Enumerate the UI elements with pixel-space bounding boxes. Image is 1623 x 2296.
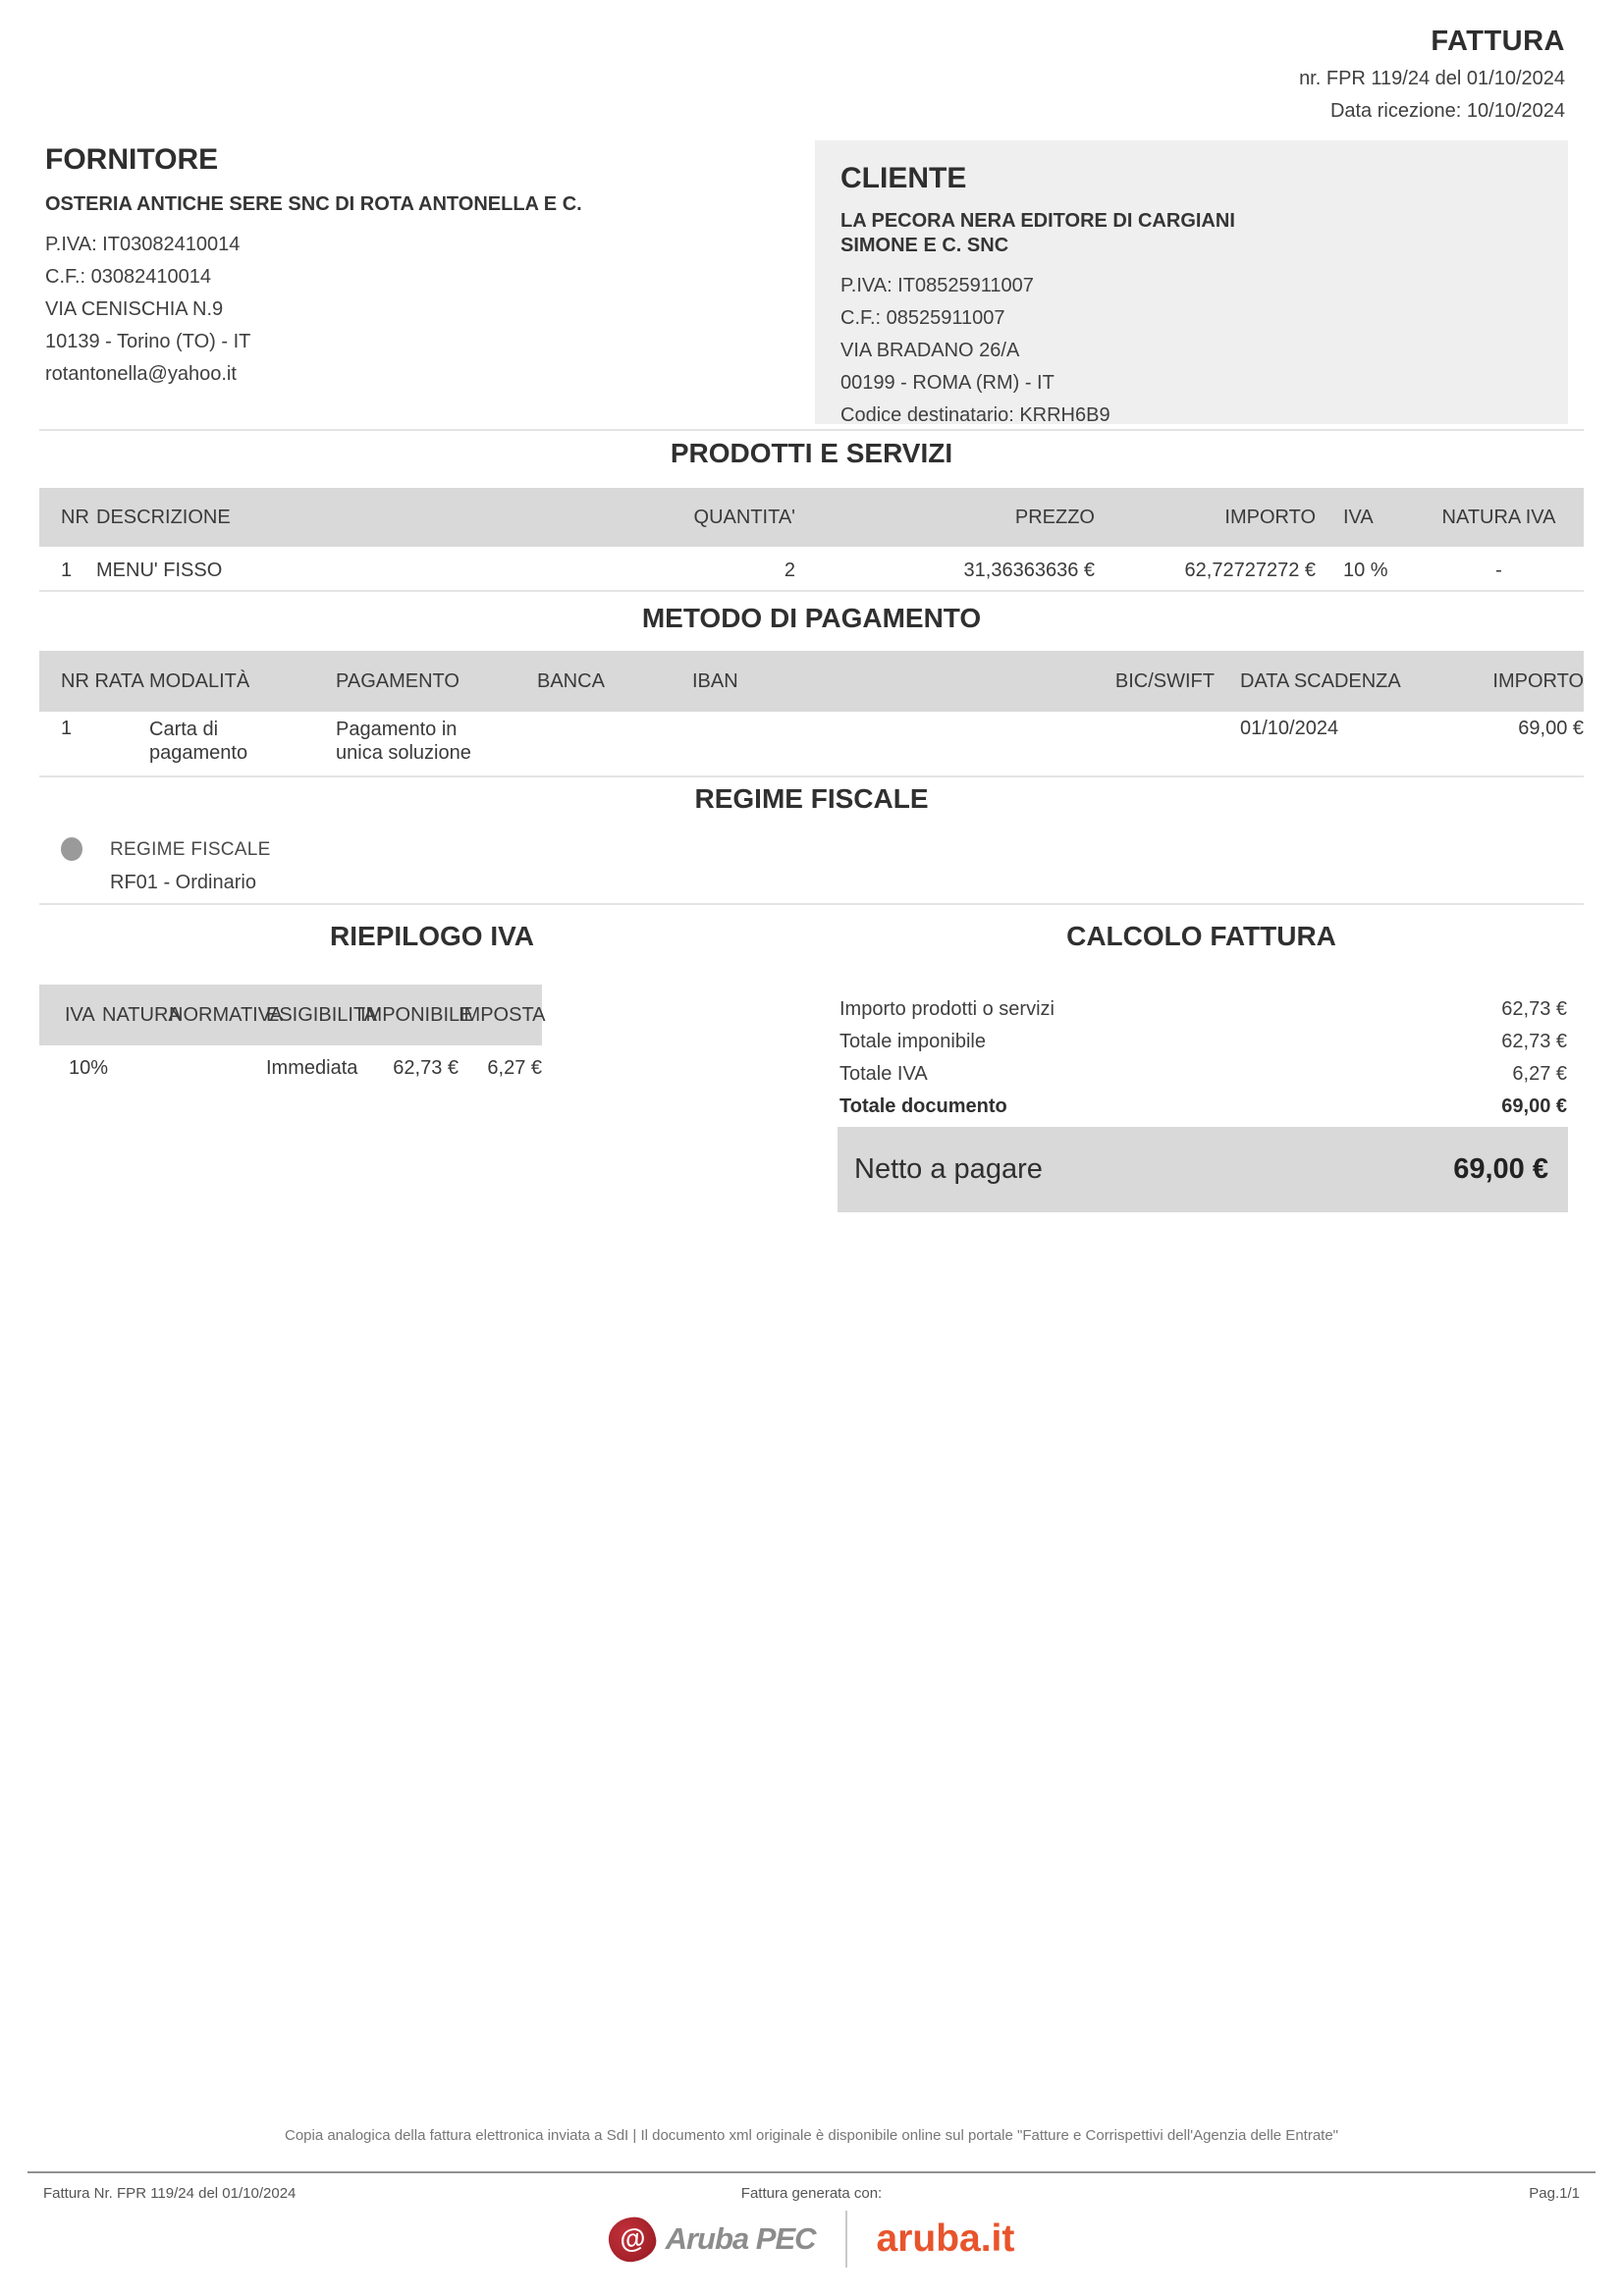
footer-page-number: Pag.1/1 <box>1529 2185 1580 2202</box>
products-heading: PRODOTTI E SERVIZI <box>670 438 953 468</box>
divider <box>39 590 1584 592</box>
col-imposta: IMPOSTA <box>459 1003 546 1026</box>
supplier-address: VIA CENISCHIA N.9 <box>45 298 224 320</box>
col-iva: IVA <box>1343 506 1374 528</box>
col-normativa: NORMATIVA <box>169 1003 283 1026</box>
col-natura-iva: NATURA IVA <box>1441 506 1556 528</box>
supplier-name: OSTERIA ANTICHE SERE SNC DI ROTA ANTONELLA E C. <box>45 193 582 215</box>
col-iban: IBAN <box>692 669 738 692</box>
fiscal-regime-value: RF01 - Ordinario <box>110 872 256 893</box>
product-amount: 62,72727272 € <box>1184 559 1316 581</box>
col-nr-rata: NR RATA <box>61 669 144 692</box>
calc-row-products <box>839 993 1567 1026</box>
customer-details <box>840 270 1568 432</box>
payment-pagamento: Pagamento in unica soluzione <box>336 719 471 764</box>
col-pagamento: PAGAMENTO <box>336 669 460 692</box>
payment-modalita: Carta di pagamento <box>149 719 248 764</box>
divider <box>39 429 1584 431</box>
product-vat-nature: - <box>1495 559 1502 581</box>
vat-summary-heading: RIEPILOGO IVA <box>330 921 534 951</box>
product-nr: 1 <box>61 559 73 581</box>
reception-date-line: Data ricezione: 10/10/2024 <box>1329 100 1565 122</box>
aruba-pec-logo <box>609 2217 816 2262</box>
document-header <box>1299 26 1565 123</box>
payment-nr-rata: 1 <box>61 718 73 739</box>
net-to-pay-label: Netto a pagare <box>854 1153 1043 1185</box>
supplier-section <box>45 143 791 391</box>
customer-city: 00199 - ROMA (RM) - IT <box>840 372 1055 394</box>
payment-table-row <box>39 718 1584 765</box>
payment-amount: 69,00 € <box>1518 718 1584 739</box>
calc-row-total <box>839 1091 1567 1123</box>
col-banca: BANCA <box>537 669 605 692</box>
customer-piva: P.IVA: IT08525911007 <box>840 275 1034 296</box>
supplier-city: 10139 - Torino (TO) - IT <box>45 331 251 352</box>
calc-label: Totale documento <box>839 1095 1007 1117</box>
footer-logos <box>0 2211 1623 2268</box>
logo-divider <box>845 2211 847 2268</box>
wax-seal-at-icon: @ <box>606 2214 659 2264</box>
col-importo: IMPORTO <box>1224 506 1316 528</box>
col-quantita: QUANTITA' <box>693 506 795 528</box>
calc-label: Importo prodotti o servizi <box>839 998 1055 1020</box>
products-table-header <box>39 488 1584 547</box>
col-modalita: MODALITÀ <box>149 669 250 692</box>
col-iva-rate: IVA <box>65 1003 95 1026</box>
payment-table-header <box>39 651 1584 712</box>
customer-cf: C.F.: 08525911007 <box>840 307 1005 329</box>
col-bic-swift: BIC/SWIFT <box>1114 669 1215 692</box>
supplier-email: rotantonella@yahoo.it <box>45 363 237 385</box>
customer-name: LA PECORA NERA EDITORE DI CARGIANI SIMONE E C. SNC <box>840 210 1235 256</box>
footer-generated-with: Fattura generata con: <box>740 2185 883 2202</box>
supplier-cf: C.F.: 03082410014 <box>45 266 212 288</box>
col-natura: NATURA <box>102 1003 182 1026</box>
col-importo-pagamento: IMPORTO <box>1492 669 1584 692</box>
divider <box>39 775 1584 777</box>
net-to-pay-value: 69,00 € <box>1453 1153 1548 1185</box>
footer-divider <box>27 2171 1596 2173</box>
vat-imposta: 6,27 € <box>487 1056 542 1079</box>
calc-row-vat <box>839 1058 1567 1091</box>
col-esigibilita: ESIGIBILITA' <box>266 1003 381 1026</box>
payment-due-date: 01/10/2024 <box>1240 718 1339 739</box>
footer-note: Copia analogica della fattura elettronica inviata a SdI | Il documento xml originale è disponibile online sul portale "Fatture e Corrispettivi dell'Agenzia delle Entrate" <box>284 2127 1338 2144</box>
invoice-number-line: nr. FPR 119/24 del 01/10/2024 <box>1299 68 1565 89</box>
calc-value: 69,00 € <box>1501 1095 1567 1117</box>
vat-summary-header <box>39 985 546 1045</box>
col-nr: NR <box>61 506 89 528</box>
col-data-scadenza: DATA SCADENZA <box>1240 669 1401 692</box>
calc-label: Totale IVA <box>839 1063 928 1085</box>
fiscal-regime-label: REGIME FISCALE <box>110 839 271 860</box>
calc-value: 62,73 € <box>1501 1031 1567 1052</box>
fiscal-regime-heading: REGIME FISCALE <box>694 783 929 814</box>
product-description: MENU' FISSO <box>96 559 223 581</box>
vat-summary-row <box>39 1051 542 1085</box>
bullet-icon <box>61 837 82 861</box>
col-prezzo: PREZZO <box>1014 506 1095 528</box>
vat-esigibilita: Immediata <box>266 1056 358 1079</box>
aruba-it-logo: aruba.it <box>876 2217 1015 2260</box>
col-descrizione: DESCRIZIONE <box>96 506 231 528</box>
supplier-piva: P.IVA: IT03082410014 <box>45 234 241 255</box>
col-imponibile: IMPONIBILE <box>360 1003 473 1026</box>
product-vat: 10 % <box>1343 559 1388 581</box>
vat-rate: 10% <box>69 1056 109 1079</box>
calc-row-taxable <box>839 1026 1567 1058</box>
vat-imponibile: 62,73 € <box>393 1056 459 1079</box>
customer-dest-code: Codice destinatario: KRRH6B9 <box>840 404 1110 426</box>
calc-value: 62,73 € <box>1501 998 1567 1020</box>
calc-value: 6,27 € <box>1512 1063 1567 1085</box>
invoice-calc-rows <box>839 993 1567 1123</box>
product-price: 31,36363636 € <box>963 559 1095 581</box>
customer-address: VIA BRADANO 26/A <box>840 340 1020 361</box>
products-table-row <box>39 553 1584 588</box>
product-quantity: 2 <box>784 559 795 581</box>
calc-label: Totale imponibile <box>839 1031 986 1052</box>
customer-section <box>815 140 1568 424</box>
footer-invoice-ref: Fattura Nr. FPR 119/24 del 01/10/2024 <box>43 2185 297 2202</box>
invoice-calc-heading: CALCOLO FATTURA <box>1066 921 1336 951</box>
supplier-details <box>45 229 791 391</box>
supplier-heading: FORNITORE <box>45 143 219 176</box>
net-to-pay-band <box>838 1127 1568 1212</box>
aruba-pec-logo-text: Aruba PEC <box>665 2221 816 2256</box>
document-title: FATTURA <box>1431 26 1565 57</box>
payment-heading: METODO DI PAGAMENTO <box>641 603 982 633</box>
divider <box>39 903 1584 905</box>
customer-heading: CLIENTE <box>840 162 967 194</box>
